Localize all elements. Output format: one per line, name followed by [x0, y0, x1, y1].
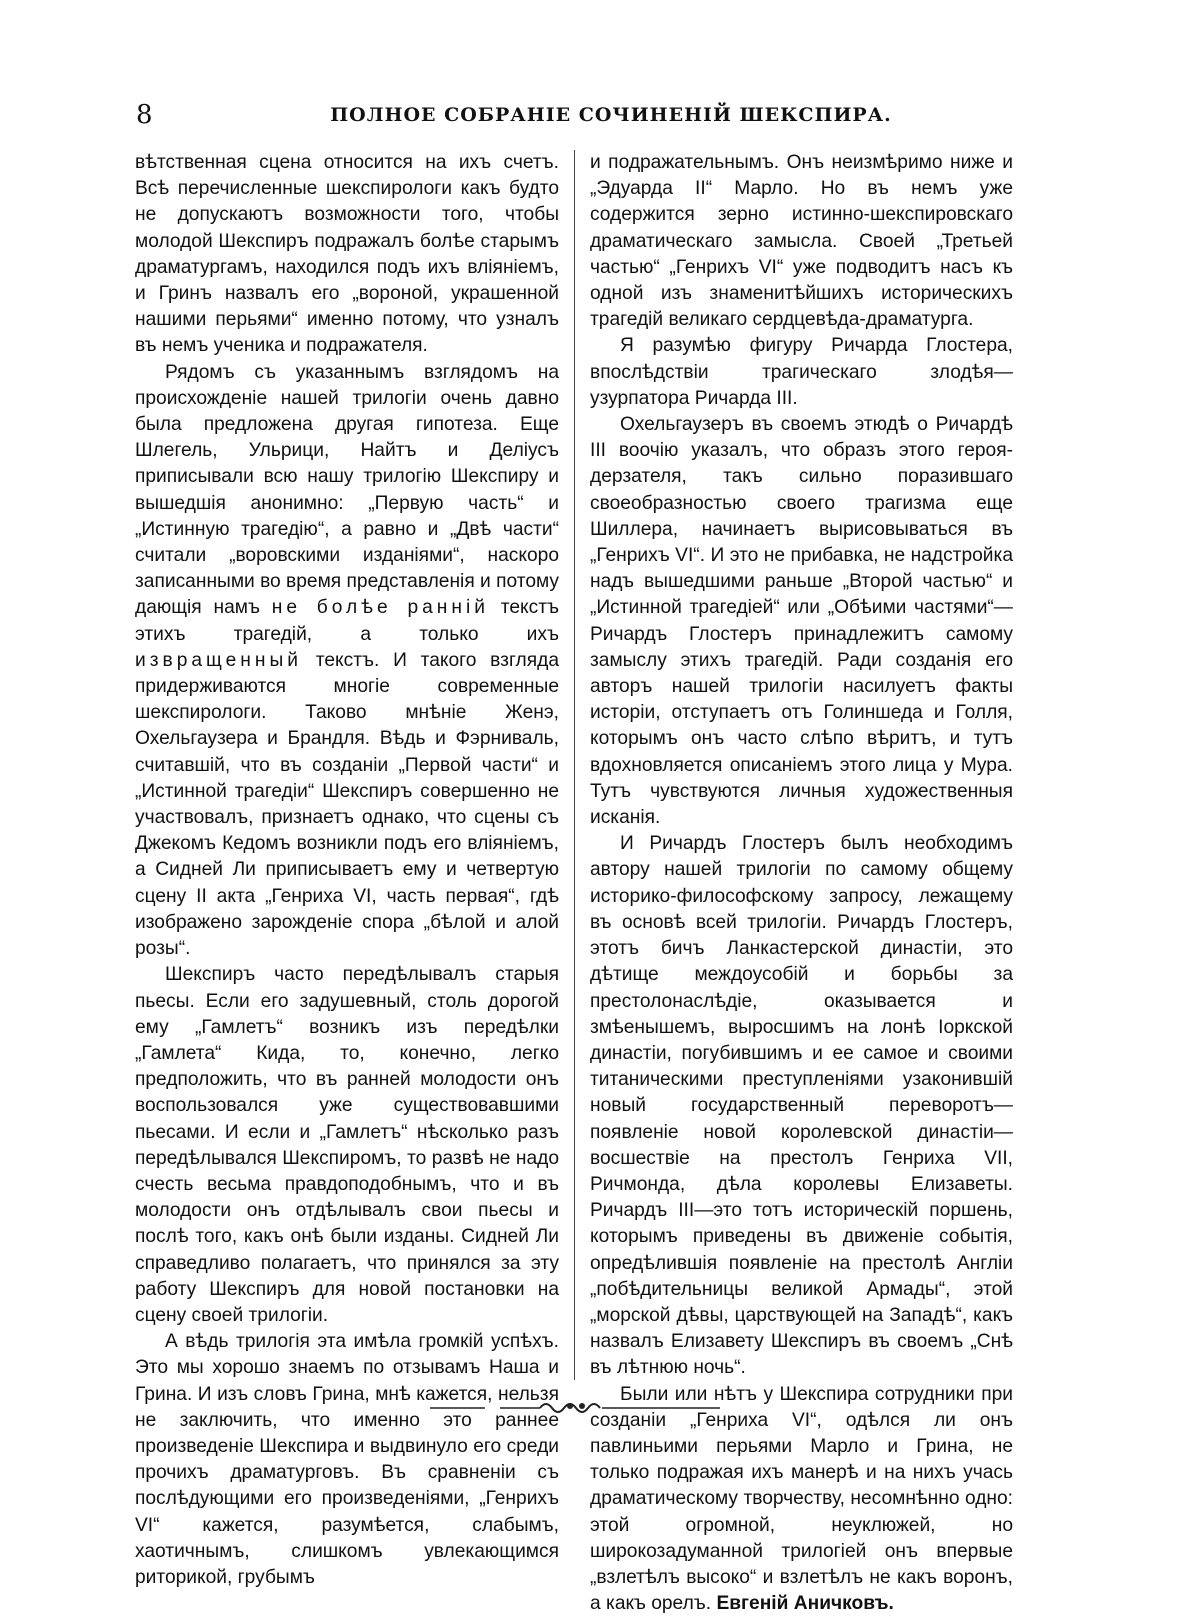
paragraph: Я разумѣю фигуру Ричарда Глостера, впослѣдствiи трагическаго злодѣя—узурпатора Ричарда III.	[590, 335, 1013, 409]
author-signature: Евгенiй Аничковъ.	[716, 1593, 894, 1615]
spaced-emphasis: не болѣе ранній	[271, 597, 489, 619]
text-run: Рядомъ съ указаннымъ взглядомъ на происхожденiе нашей трилогiи очень давно была предложена другая гипотеза. Еще Шлегель, Ульрици, Найтъ и Делiусъ приписывали всю нашу трилогiю Шекспиру и вышедшiя анонимно: „Первую часть“ и „Истинную трагедiю“, а равно и „Двѣ части“ считали „воровскими изданiями“, наскоро записанными во время представленiя и потому дающiя намъ	[135, 361, 559, 619]
running-title: ПОЛНОЕ СОБРАНIЕ СОЧИНЕНIЙ ШЕКСПИРА.	[330, 104, 892, 126]
paragraph: Охельгаузеръ въ своемъ этюдѣ о Ричардѣ III воочiю указалъ, что образъ этого героя-дерзателя, такъ сильно поразившаго своеобразностью своего трагизма еще Шиллера, начинаетъ вырисовываться въ „Генрихъ VI“. И это не прибавка, не надстройка надъ вышедшими раньше „Второй частью“ и „Истинной трагедiей“ или „Обѣими частями“—Ричардъ Глостеръ принадлежитъ самому замыслу этихъ трагедiй. Ради созданiя его авторъ нашей трилогiи насилуетъ факты исторiи, отступаетъ отъ Голиншеда и Голля, которымъ онъ часто слѣпо вѣритъ, и тутъ вдохновляется описанiемъ этого лица у Мура. Тутъ чувствуются личныя художественныя исканiя.	[590, 414, 1013, 829]
paragraph: А вѣдь трилогiя эта имѣла громкiй успѣхъ. Это мы хорошо знаемъ по отзывамъ Наша и Грина. И изъ словъ Грина, мнѣ кажется, нельзя не заключить, что именно это раннее произведенiе Шекспира и выдвинуло его среди прочихъ драматурговъ. Въ сравненiи съ послѣдующими его произведенiями, „Генрихъ VI“ кажется, разумѣется, слабымъ, хаотичнымъ, слишкомъ увлекающимся риторикой, грубымъ	[135, 1331, 559, 1588]
text-run: Были или нѣтъ у Шекспира сотрудники при созданiи „Генриха VI“, одѣлся ли онъ павлиньими перьями Марло и Грина, не только подражая ихъ манерѣ и на нихъ учась драматическому творчеству, несомнѣнно одно: этой огромной, неуклюжей, но широкозадуманной трилогiей онъ впервые „взлетѣлъ высоко“ и взлетѣлъ не какъ воронъ, а какъ орелъ.	[590, 1383, 1013, 1615]
text-run: текстъ. И такого взгляда придерживаются многiе современные шекспирологи. Таково мнѣнiе Женэ, Охельгаузера и Брандля. Вѣдь и Фэрниваль, считавшiй, что въ созданiи „Первой части“ и „Истинной трагедiи“ Шекспиръ совершенно не участвовалъ, признаетъ однако, что сцены съ Джекомъ Кедомъ возникли подъ его влiянiемъ, а Сидней Ли приписываетъ ему и четвертую сцену II акта „Генриха VI, часть первая“, гдѣ изображено зарожденiе спора „бѣлой и алой розы“.	[135, 649, 559, 960]
paragraph: Шекспиръ часто передѣлывалъ старыя пьесы. Если его задушевный, столь дорогой ему „Гамлетъ“ возникъ изъ передѣлки „Гамлета“ Кида, то, конечно, легко предположить, что въ ранней молодости онъ воспользовался уже существовавшими пьесами. И если и „Гамлетъ“ нѣсколько разъ передѣлывался Шекспиромъ, то развѣ не надо счесть весьма правдоподобнымъ, что и въ молодости онъ отдѣлывалъ свои пьесы и послѣ того, какъ онѣ были изданы. Сидней Ли справедливо полагаетъ, что принялся за эту работу Шекспиръ для новой постановки на сцену своей трилогiи.	[135, 964, 559, 1326]
text-run: текстъ этихъ трагедiй, а только ихъ	[135, 597, 559, 645]
right-column	[590, 150, 1013, 1617]
column-divider	[574, 150, 575, 1380]
left-column	[135, 150, 559, 1591]
page-number: 8	[136, 100, 153, 130]
ornament-divider-icon	[430, 1398, 730, 1418]
paragraph: вѣтственная сцена относится на ихъ счетъ. Всѣ перечисленные шекспирологи какъ будто не допускаютъ возможности того, чтобы молодой Шекспиръ подражалъ болѣе старымъ драматургамъ, находился подъ ихъ влiянiемъ, и Гринъ назвалъ его „вороной, украшенной нашими перьями“ именно потому, что узналъ въ немъ ученика и подражателя.	[135, 152, 559, 357]
paragraph	[135, 360, 559, 963]
paragraph: и подражательнымъ. Онъ неизмѣримо ниже и „Эдуарда II“ Марло. Но въ немъ уже содержится зерно истинно-шекспировскаго драматическаго замысла. Своей „Третьей частью“ „Генрихъ VI“ уже подводитъ насъ къ одной изъ знаменитѣйшихъ историческихъ трагедiй великаго сердцевѣда-драматурга.	[590, 152, 1013, 331]
paragraph: И Ричардъ Глостеръ былъ необходимъ автору нашей трилогiи по самому общему историко-философскому запросу, лежащему въ основѣ всей трилогiи. Ричардъ Глостеръ, этотъ бичъ Ланкастерской династiи, это дѣтище междоусобiй и борьбы за престолонаслѣдiе, оказывается и змѣенышемъ, выросшимъ на лонѣ Iоркской династiи, погубившимъ и ее самое и своими титаническими преступленiями узаконившiй новый государственный переворотъ—появленiе новой королевской династiи—восшествiе на престолъ Генриха VII, Ричмонда, дѣла королевы Елизаветы. Ричардъ III—это тотъ историческiй поршень, которымъ приведены въ движенiе событiя, опредѣлившiя появленiе на престолѣ Англiи „побѣдительницы великой Армады“, этой „морской дѣвы, царствующей на Западѣ“, какъ назвалъ Елизавету Шекспиръ въ своемъ „Снѣ въ лѣтнюю ночь“.	[590, 833, 1013, 1379]
page-header	[136, 100, 1006, 132]
spaced-emphasis: извращенный	[135, 649, 302, 671]
